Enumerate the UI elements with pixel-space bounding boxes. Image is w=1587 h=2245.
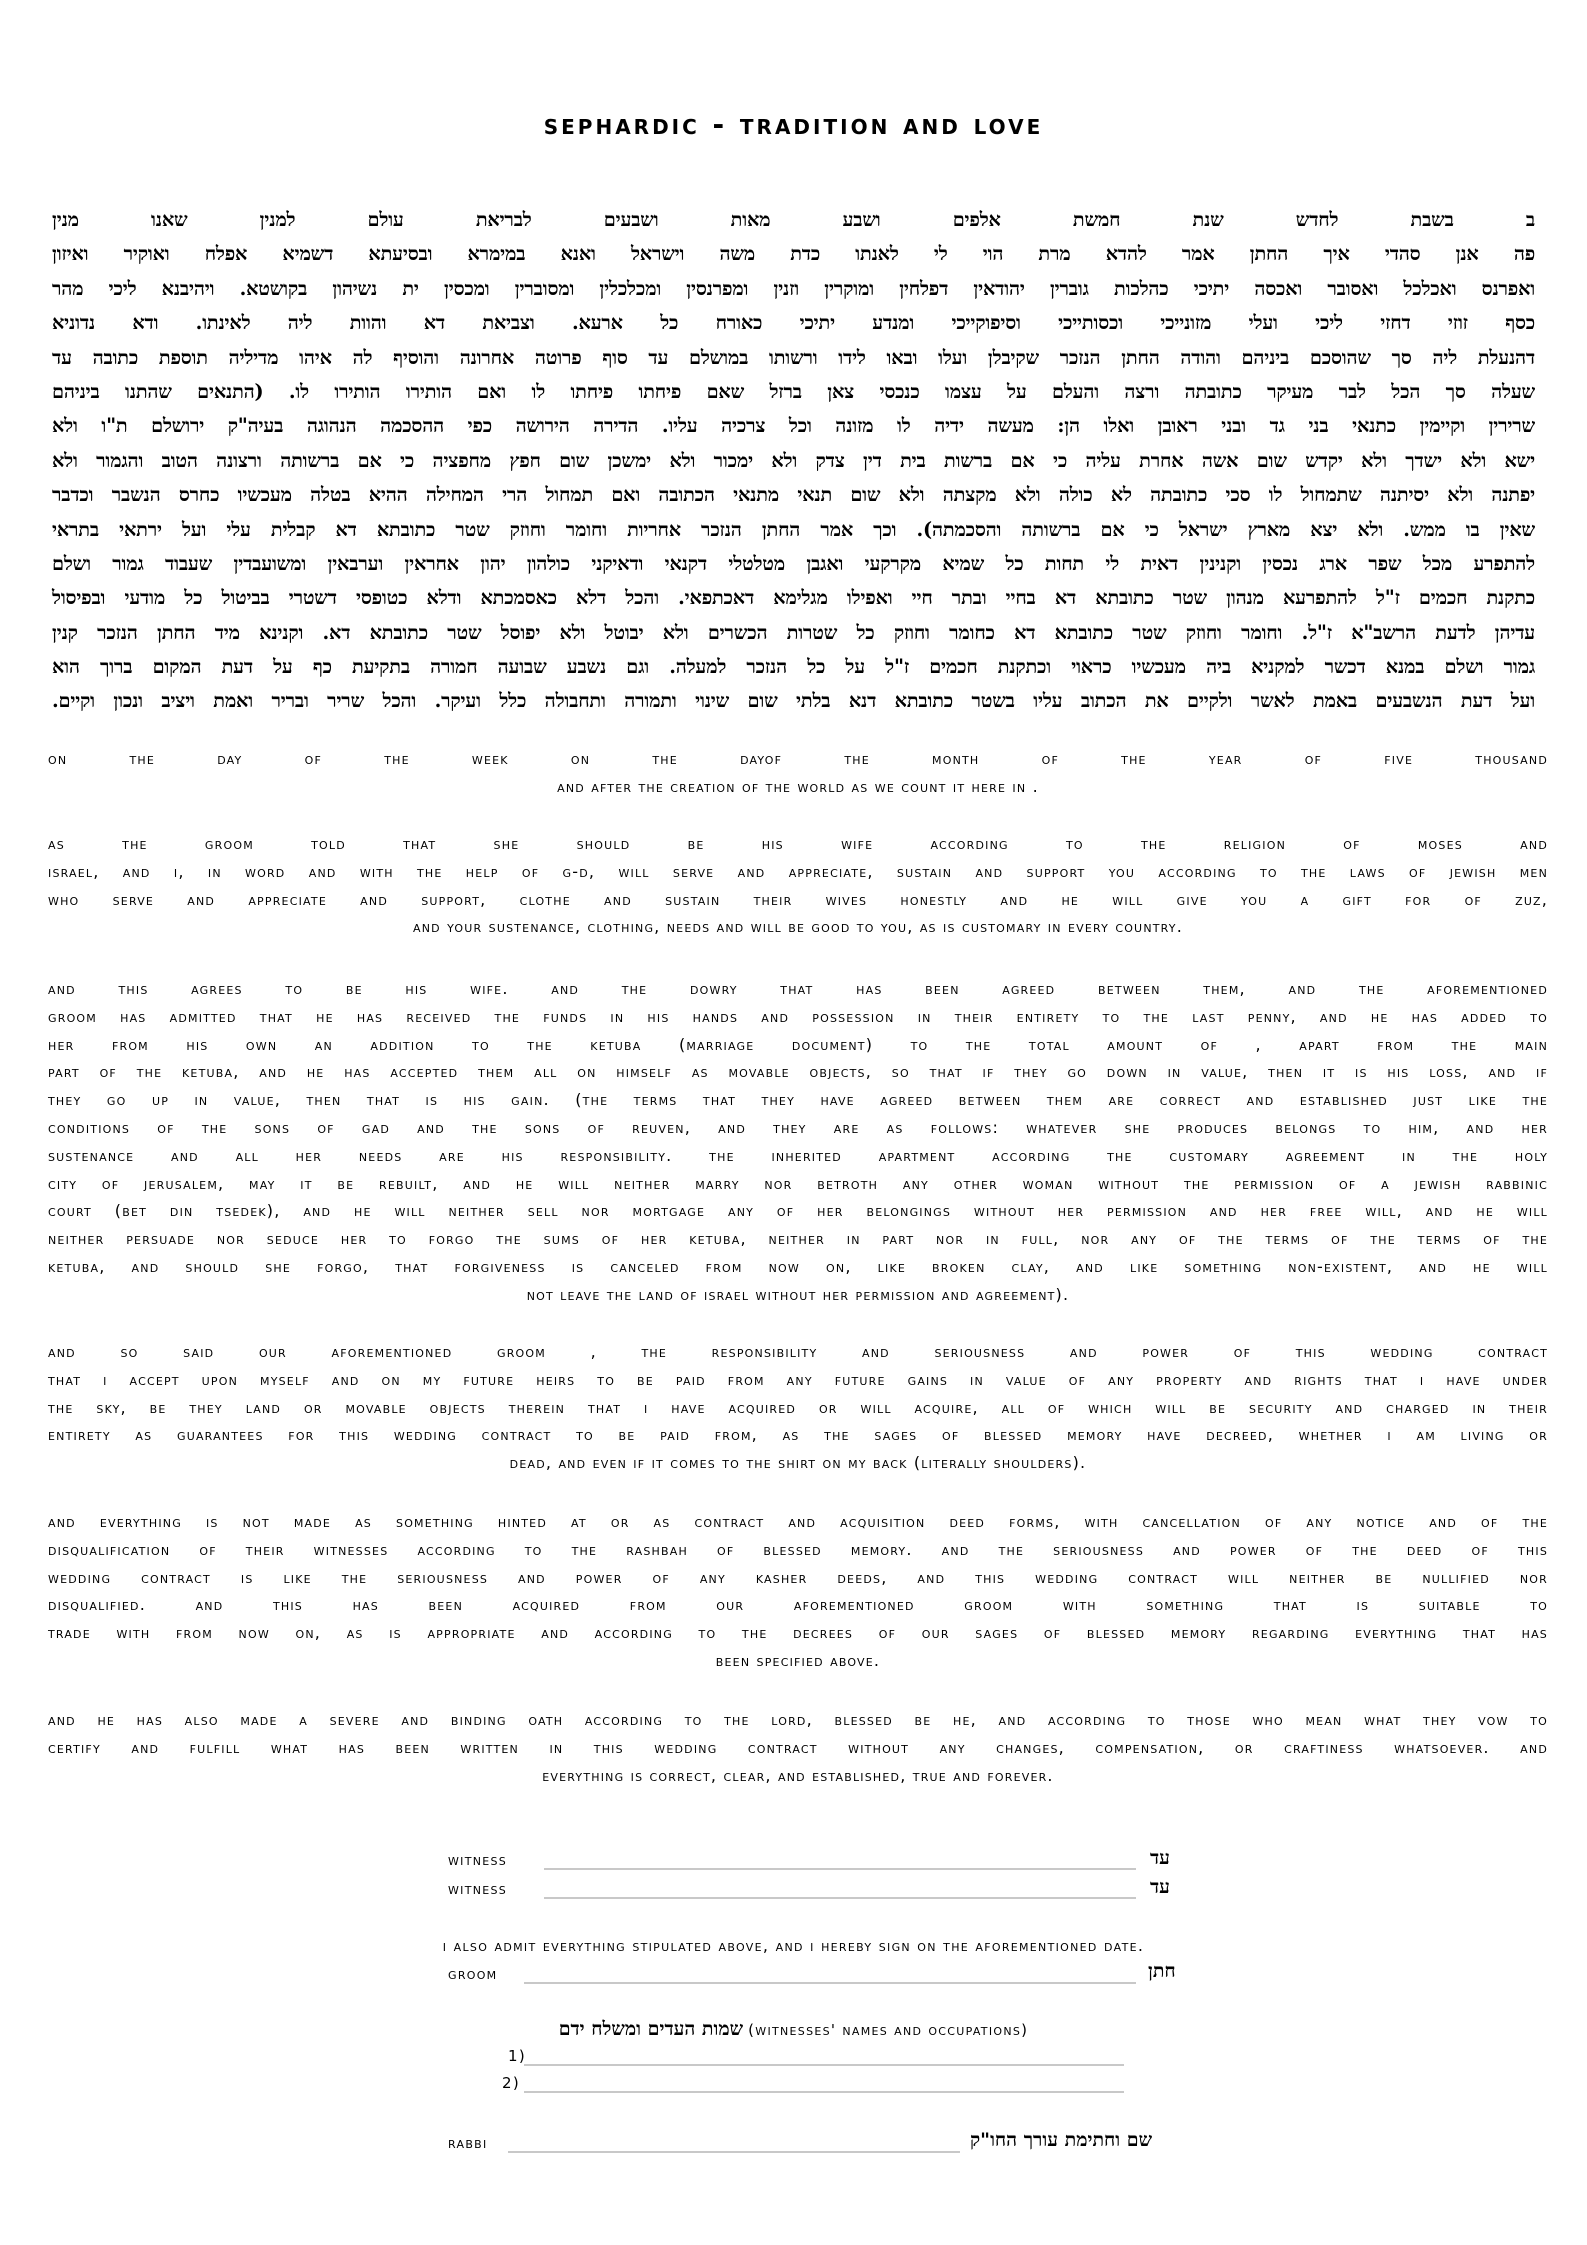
hebrew-ketubah-text [52,203,1535,719]
text-line: conditions of the sons of gad and the sons of reuven, and they are as follows: whatever she produces belongs to him, and her [48,1117,1548,1137]
text-line: certify and fulfill what has been written in this wedding contract without any changes, compensation, or craftiness whatsoever. and [48,1737,1548,1757]
witness-2-label: witness [448,1880,508,1898]
text-line: not leave the land of israel without her permission and agreement). [526,1284,1070,1304]
text-line: and so said our aforementioned groom , the responsibility and seriousness and power of this wedding contract [48,1342,1548,1361]
paragraph-date [48,745,1548,801]
groom-line[interactable] [524,1982,1136,1984]
text-line: sustenance and all her needs are his responsibility. the inherited apartment according the customary agreement in the holy [48,1145,1548,1165]
text-line: and he has also made a severe and binding oath according to the lord, blessed be he, and according to those who mean what they vow to [48,1710,1548,1729]
hebrew-line: שרירין וקיימין כתנאי בני גד ובני ראובן ואלו הן: מעשה ידיה לו מזונה וכל צרכיה עליו. הדירה הירושה כפי ההסכמה הנהוגה בעיה"ק ירושלם ת"ו ולא [52,414,1535,438]
hebrew-line: שעלה סך הכל לבר מעיקר כתובתה ורצה והעלם על עצמו כנכסי צאן ברזל שאם פיחתו פיחתו לו ואם הותירו הותירו לו. (התנאים שהתנו ביניהם [52,379,1535,403]
witness-name-2-num: 2) [502,2074,520,2092]
text-line: city of jerusalem, may it be rebuilt, and he will neither marry nor betroth any other woman without the permission of a jewish rabbinic [48,1173,1548,1193]
text-line: disqualification of their witnesses according to the rashbah of blessed memory. and the seriousness and power of the deed of this [48,1539,1548,1559]
text-line: groom has admitted that he has received the funds in his hands and possession in their entirety to the last penny, and he has added to [48,1006,1548,1026]
witness-names-heading [0,2018,1587,2041]
hebrew-line: יפתנה ולא יסיתנה שתמחול לו סכי כתובתה לא כולה ולא מקצתה ולא שום תנאי מתנאי הכתובה ואם תמחול הרי המחילה ההיא בטלה מעכשיו כחרס הנשבר וכדבר [52,483,1535,507]
witness-1-line[interactable] [544,1868,1136,1870]
text-line: wedding contract is like the seriousness and power of any kasher deeds, and this wedding contract will neither be nullified nor [48,1567,1548,1587]
hebrew-line: להתפרע מכל שפר ארג נכסין וקנינין דאית לי תחות כל שמיא מקרקעי ואגבן מטלטלי דקנאי ודאיקני כולהון יהון אחראין וערבאין ומשועבדין שעבוד גמור ושלם [52,551,1535,575]
text-line: been specified above. [715,1650,881,1670]
names-eng: (witnesses' names and occupations) [748,2021,1029,2039]
hebrew-line: כתקנת חכמים ז"ל להתפרעא מנהון שטר כתובתא דא בחיי ובתר חיי ואפילו מגלימא דאכתפאי. והכל דלא כאסמכתא ודלא כטופסי דשטרי בביטול כל מודעי ובפיסול [52,586,1535,610]
paragraph-oath [48,1706,1548,1789]
text-line: on the day of the week on the dayof the month of the year of five thousand [48,749,1548,768]
witness-2-line[interactable] [544,1897,1136,1899]
text-line: they go up in value, then that is his gain. (the terms that they have agreed between them are correct and established just like the [48,1090,1548,1110]
hebrew-line: ואפרנס ואכלכל ואסובר ואכסה יתיכי כהלכות גוברין יהודאין דפלחין ומוקרין וזנין ומפרנסין ומכלכלין ומסוברין ומכסין ית נשיהון בקושטא. ויהיבנא ליכי מהר [52,276,1535,300]
admit-statement: i also admit everything stipulated above, and i hereby sign on the aforementioned date. [442,1936,1145,1955]
hebrew-line: ישא ולא ישדך ולא יקדש שום אשה אחרת עליה כי אם ברשות בית דין צדק ולא ימכור ולא ימשכן שום חפץ מחפציה כי אם ברשותה ורצונה הטוב והגמור ולא [52,448,1535,472]
rabbi-label: rabbi [448,2134,488,2152]
text-line: the sky, be they land or movable objects therein that i have acquired or will acquire, all of which will be security and charged in their [48,1397,1548,1417]
text-line: part of the ketuba, and he has accepted them all on himself as movable objects, so that if they go down in value, then it is his loss, and if [48,1062,1548,1082]
text-line: everything is correct, clear, and established, true and forever. [542,1765,1054,1785]
paragraph-responsibility [48,1338,1548,1477]
groom-heb: חתן [1148,1960,1176,1982]
page-title: sephardic - tradition and love [543,108,1044,141]
hebrew-line: ב בשבת לחדש שנת חמשת אלפים ושבע מאות ושבעים לבריאת עולם למנין שאנו מנין [52,208,1535,231]
hebrew-line: דהנעלת ליה סך שהוסכם ביניהם והודה החתן הנזכר שקיבלן ועלו ובאו לידו ורשותו במושלם עד סוף פרוטה אחרונה והוסיף לה איהו מדיליה תוספת כתובה עד [52,345,1535,369]
text-line: entirety as guarantees for this wedding contract to be paid from, as the sages of blessed memory have decreed, whether i am living or [48,1425,1548,1445]
text-line: neither persuade nor seduce her to forgo the sums of her ketuba, neither in part nor in full, nor any of the terms of the terms of the [48,1229,1548,1249]
text-line: court (bet din tsedek), and he will neither sell nor mortgage any of her belongings without her permission and her free will, and he will [48,1201,1548,1221]
text-line: disqualified. and this has been acquired from our aforementioned groom with something that is suitable to [48,1595,1548,1615]
hebrew-line: ועל דעת הנשבעים באמת לאשר ולקיים את הכתוב עליו בשטר כתובתא דנא בלתי שום שינוי ותמורה ותחבולה כלל ועיקר. והכל שריר ובריר ואמת ויציב ונכון וקיים. [52,689,1535,713]
text-line: dead, and even if it comes to the shirt on my back (literally shoulders). [509,1453,1087,1473]
hebrew-line: פה אנן סהדי איך החתן אמר להדא מרת הוי לי לאנתו כדת משה וישראל ואנא במימרא ובסיעתא דשמיא אפלח ואוקיר ואיזון [52,242,1535,266]
hebrew-line: עדיהן לדעת הרשב"א ז"ל. וחומר וחוזק שטר כתובתא דא כחומר וחוזק כל שטרות הכשרים ולא יבוטל ולא יפוסל שטר כתובתא דא. וקנינא מיד החתן הנזכר קנין [52,620,1535,644]
text-line: israel, and i, in word and with the help of g-d, will serve and appreciate, sustain and support you according to the laws of jewish men [48,861,1548,881]
paragraph-dowry [48,975,1548,1309]
text-line: and your sustenance, clothing, needs and will be good to you, as is customary in every country. [412,917,1184,937]
rabbi-heb: שם וחתימת עורך החו"ק [970,2129,1153,2151]
witness-2-heb: עד [1150,1876,1170,1898]
text-line: ketuba, and should she forgo, that forgiveness is canceled from now on, like broken clay, and like something non-existent, and he will [48,1256,1548,1276]
rabbi-line[interactable] [508,2151,960,2153]
text-line: who serve and appreciate and support, clothe and sustain their wives honestly and he will give you a gift for of zuz, [48,889,1548,909]
text-line: her from his own an addition to the ketuba (marriage document) to the total amount of , apart from the main [48,1034,1548,1054]
text-line: trade with from now on, as is appropriate and according to the decrees of our sages of blessed memory regarding everything that has [48,1623,1548,1643]
text-line: and everything is not made as something hinted at or as contract and acquisition deed forms, with cancellation of any notice and of the [48,1512,1548,1531]
names-heb: שמות העדים ומשלח ידם [558,2018,744,2040]
groom-label: groom [448,1965,498,1983]
hebrew-line: שאין בו ממש. ולא יצא מארץ ישראל כי אם ברשותה והסכמתה). וכך אמר החתן הנזכר אחריות וחומר וחוזק שטר כתובתא דא קבלית עלי ועל ירתאי בתראי [52,517,1535,541]
witness-1-label: witness [448,1851,508,1869]
hebrew-line: כסף זוזי דחזי ליכי ועלי מזונייכי וכסותייכי וסיפוקייכי ומנדע יתיכי כאורח כל ארעא. וצביאת דא והוות ליה לאינתו. ודא נדוניא [52,311,1535,335]
witness-1-heb: עד [1150,1847,1170,1869]
paragraph-groom-vow [48,830,1548,941]
paragraph-acquisition [48,1508,1548,1675]
text-line: and after the creation of the world as we count it here in . [557,776,1039,796]
text-line: that i accept upon myself and on my future heirs to be paid from any future gains in value of any property and rights that i have under [48,1369,1548,1389]
witness-name-1-line[interactable] [524,2064,1124,2066]
text-line: and this agrees to be his wife. and the dowry that has been agreed between them, and the aforementioned [48,979,1548,998]
witness-name-1-num: 1) [508,2047,526,2065]
hebrew-line: גמור ושלם במנא דכשר למקניא ביה מעכשיו כראוי וכתקנת חכמים ז"ל על כל הנזכר למעלה. וגם נשבע שבועה חמורה בתקיעת כף על דעת המקום ברוך הוא [52,655,1535,679]
text-line: as the groom told that she should be his wife according to the religion of moses and [48,834,1548,853]
witness-name-2-line[interactable] [524,2091,1124,2093]
